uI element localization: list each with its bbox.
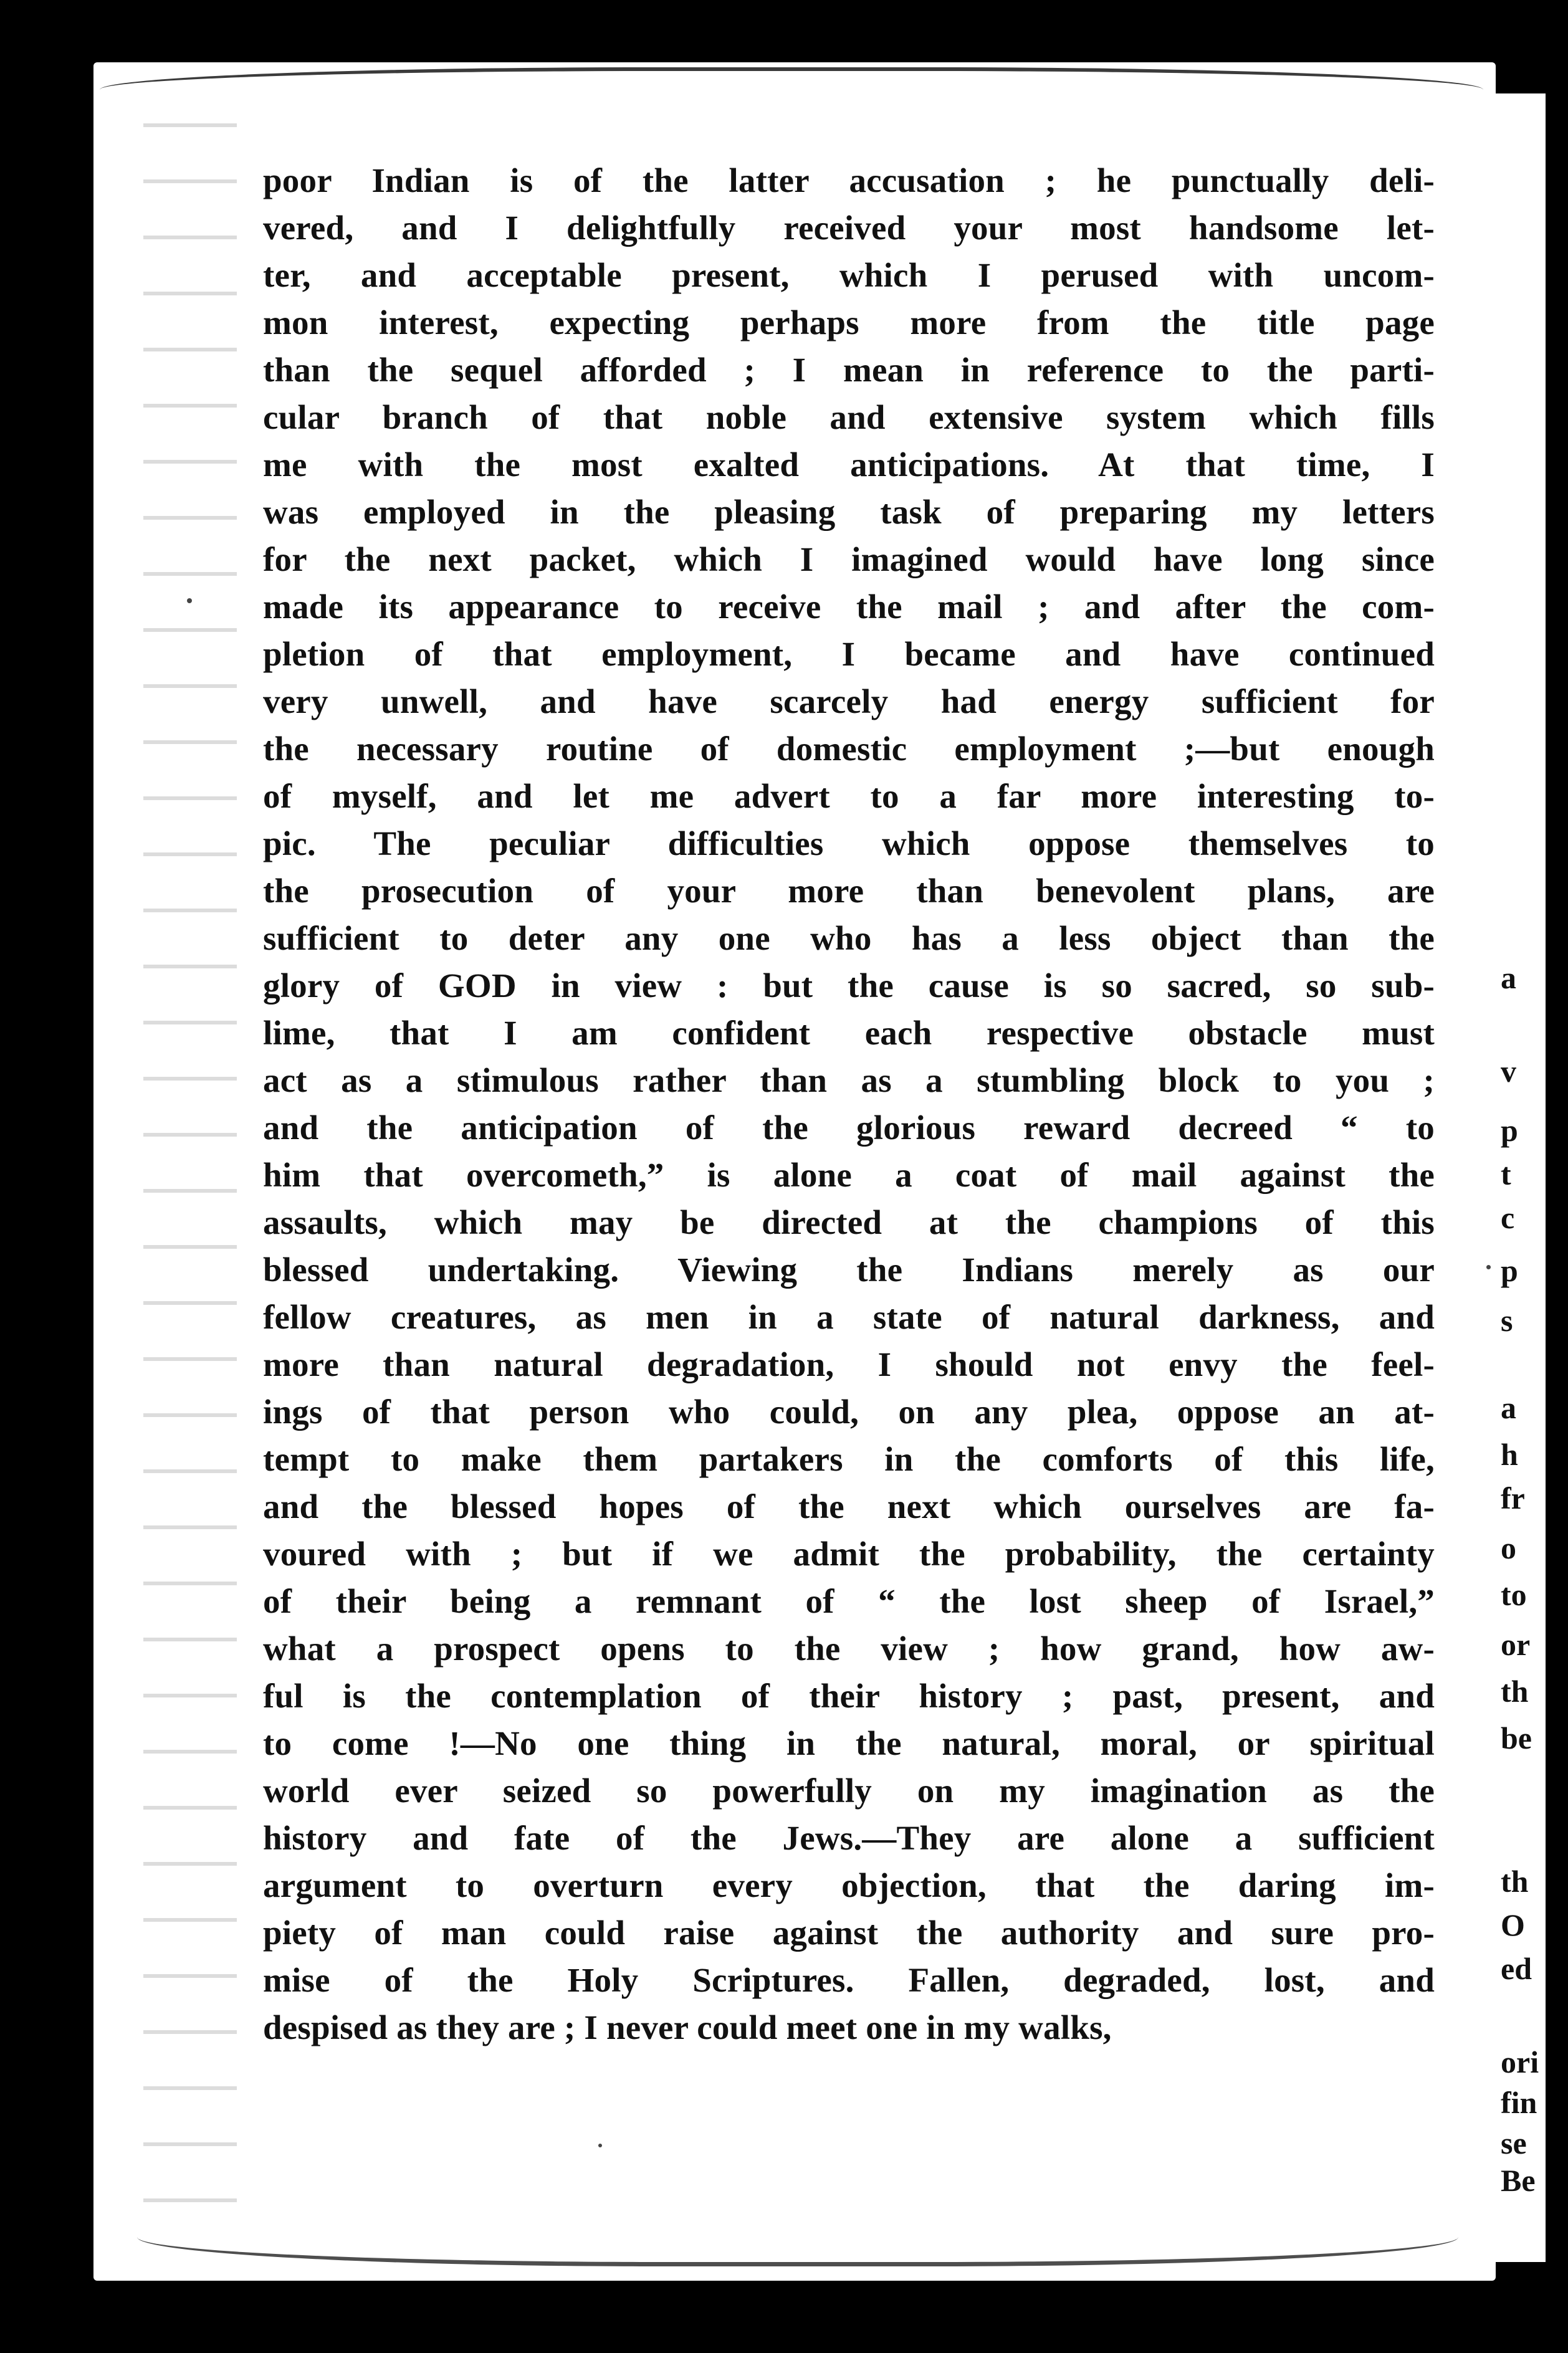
text-line: blessed undertaking. Viewing the Indians merely as our [263, 1251, 1435, 1289]
next-page-fragment: fin [1501, 2085, 1537, 2120]
next-page-fragment: o [1501, 1530, 1516, 1565]
text-line: the necessary routine of domestic employment ;—but enough [263, 730, 1435, 768]
next-page-fragment: se [1501, 2126, 1527, 2160]
text-line: more than natural degradation, I should not envy the feel- [263, 1345, 1435, 1383]
next-page-fragment: th [1501, 1864, 1529, 1899]
text-line: mon interest, expecting perhaps more from the title page [263, 303, 1435, 341]
next-page-fragment: ed [1501, 1951, 1532, 1986]
text-line: very unwell, and have scarcely had energy sufficient for [263, 682, 1435, 720]
text-line: ings of that person who could, on any plea, oppose an at- [263, 1393, 1435, 1431]
next-page-fragment: fr [1501, 1481, 1525, 1515]
next-page-fragment: or [1501, 1627, 1531, 1662]
next-page-fragment: s [1501, 1303, 1513, 1338]
text-line: poor Indian is of the latter accusation ; he punctually deli- [263, 161, 1435, 199]
next-page-fragment: h [1501, 1437, 1518, 1472]
text-line: to come !—No one thing in the natural, moral, or spiritual [263, 1724, 1435, 1762]
text-line: fellow creatures, as men in a state of natural darkness, and [263, 1298, 1435, 1336]
text-line: mise of the Holy Scriptures. Fallen, degraded, lost, and [263, 1961, 1435, 1999]
next-page-fragment: v [1501, 1054, 1516, 1089]
next-page-fragment: to [1501, 1577, 1527, 1612]
text-line: piety of man could raise against the authority and sure pro- [263, 1914, 1435, 1952]
text-line: cular branch of that noble and extensive system which fills [263, 398, 1435, 436]
text-line: and the blessed hopes of the next which ourselves are fa- [263, 1487, 1435, 1525]
next-page-fragment: c [1501, 1200, 1515, 1235]
next-page-fragment: O [1501, 1907, 1525, 1942]
ink-speck [598, 2144, 602, 2147]
text-line: was employed in the pleasing task of preparing my letters [263, 493, 1435, 531]
next-page-fragment: be [1501, 1721, 1532, 1755]
text-line: pic. The peculiar difficulties which oppose themselves to [263, 824, 1435, 862]
next-page-fragment: t [1501, 1157, 1511, 1191]
text-line: tempt to make them partakers in the comforts of this life, [263, 1440, 1435, 1478]
text-line: him that overcometh,” is alone a coat of mail against the [263, 1156, 1435, 1194]
text-line: despised as they are ; I never could meet one in my walks, [263, 2008, 1112, 2046]
next-page-fragment: a [1501, 1390, 1516, 1425]
ink-speck [1486, 1265, 1491, 1269]
next-page-fragment: p [1501, 1113, 1518, 1148]
text-line: assaults, which may be directed at the champions of this [263, 1203, 1435, 1241]
text-line: argument to overturn every objection, that the daring im- [263, 1866, 1435, 1904]
next-page-fragment: a [1501, 960, 1516, 995]
text-line: ter, and acceptable present, which I perused with uncom- [263, 256, 1435, 294]
text-line: history and fate of the Jews.—They are alone a sufficient [263, 1819, 1435, 1857]
next-page-fragment: th [1501, 1674, 1529, 1709]
text-line: what a prospect opens to the view ; how grand, how aw- [263, 1630, 1435, 1668]
ink-speck [187, 598, 192, 603]
text-line: world ever seized so powerfully on my imagination as the [263, 1772, 1435, 1810]
next-page-fragment: p [1501, 1253, 1518, 1288]
text-line: of their being a remnant of “ the lost sheep of Israel,” [263, 1582, 1435, 1620]
text-line: of myself, and let me advert to a far more interesting to- [263, 777, 1435, 815]
text-line: vered, and I delightfully received your most handsome let- [263, 209, 1435, 247]
binding-shadow [143, 100, 237, 2206]
text-line: sufficient to deter any one who has a less object than the [263, 919, 1435, 957]
text-line: for the next packet, which I imagined would have long since [263, 540, 1435, 578]
text-line: act as a stimulous rather than as a stumbling block to you ; [263, 1061, 1435, 1099]
text-line: glory of GOD in view : but the cause is so sacred, so sub- [263, 966, 1435, 1005]
text-line: lime, that I am confident each respective obstacle must [263, 1014, 1435, 1052]
text-line: voured with ; but if we admit the probability, the certainty [263, 1535, 1435, 1573]
text-line: the prosecution of your more than benevolent plans, are [263, 872, 1435, 910]
text-line: and the anticipation of the glorious reward decreed “ to [263, 1109, 1435, 1147]
text-line: than the sequel afforded ; I mean in reference to the parti- [263, 351, 1435, 389]
text-line: ful is the contemplation of their history ; past, present, and [263, 1677, 1435, 1715]
next-page-fragment: Be [1501, 2163, 1536, 2198]
next-page-fragment: ori [1501, 2045, 1539, 2079]
text-line: me with the most exalted anticipations. At that time, I [263, 446, 1435, 484]
next-page-edge [1496, 93, 1546, 2262]
text-line: made its appearance to receive the mail ; and after the com- [263, 588, 1435, 626]
text-line: pletion of that employment, I became and have continued [263, 635, 1435, 673]
body-text [263, 157, 1435, 2051]
